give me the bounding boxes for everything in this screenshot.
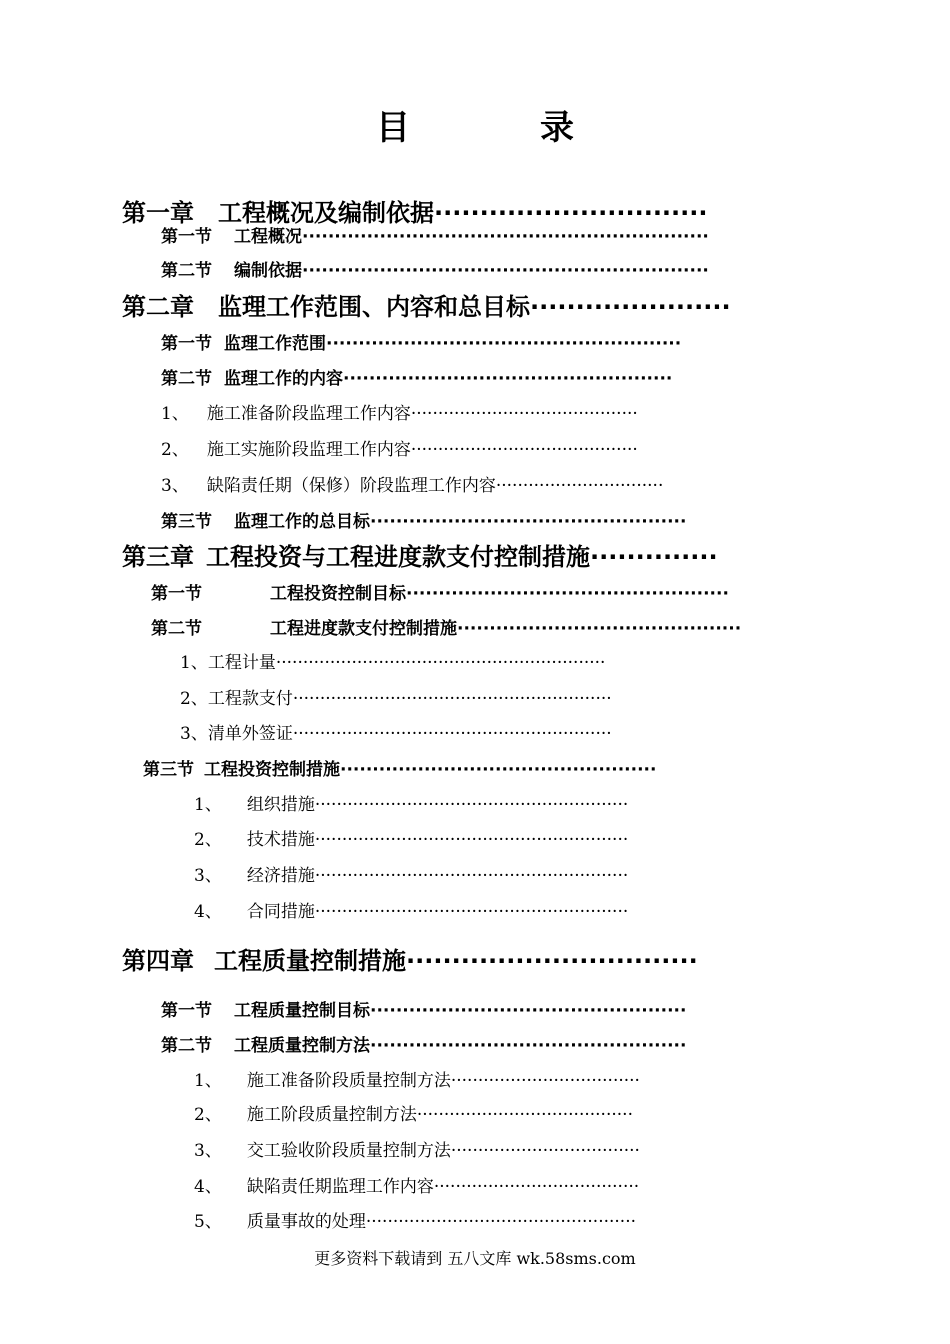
entry-dots: ··················································	[406, 584, 729, 604]
entry-dots: ··························································	[314, 866, 629, 886]
entry-text: 工程进度款支付控制措施	[270, 619, 457, 639]
entry-dots: ···················································	[343, 369, 673, 389]
toc-entry-item	[180, 719, 612, 744]
entry-number: 4、	[194, 1177, 222, 1197]
entry-dots: ········································	[416, 1105, 633, 1125]
entry-dots: ······························	[434, 199, 708, 227]
entry-text: 监理工作范围、内容和总目标	[218, 293, 530, 321]
entry-number: 1、	[180, 653, 208, 673]
entry-number: 第二节	[161, 261, 212, 281]
toc-entry-section	[143, 755, 656, 780]
entry-text: 工程款支付	[207, 689, 293, 709]
entry-dots: ·····························································	[275, 653, 606, 673]
entry-text: 工程投资与工程进度款支付控制措施	[206, 543, 590, 571]
entry-number: 2、	[194, 1105, 222, 1125]
entry-text: 工程概况	[234, 227, 302, 247]
toc-entry-item	[194, 897, 628, 922]
entry-text: 清单外签证	[207, 724, 293, 744]
toc-entry-section	[151, 614, 741, 639]
entry-number: 第一节	[151, 584, 202, 604]
entry-dots: ···························································	[292, 724, 612, 744]
entry-dots: ···································	[450, 1141, 640, 1161]
toc-entry-item	[194, 790, 628, 815]
entry-dots: ·······························································	[302, 227, 709, 247]
toc-entry-section	[161, 1031, 686, 1056]
entry-dots: ··········································	[410, 440, 638, 460]
toc-entry-item	[180, 684, 612, 709]
toc-entry-item	[194, 1172, 639, 1197]
toc-entry-chapter	[122, 537, 718, 572]
entry-number: 2、	[161, 440, 189, 460]
toc-entry-section	[161, 364, 672, 389]
entry-number: 第一章	[122, 199, 194, 227]
entry-text: 工程投资控制措施	[204, 760, 340, 780]
entry-number: 第二节	[151, 619, 202, 639]
entry-text: 合同措施	[246, 902, 315, 922]
toc-entry-item	[194, 1207, 636, 1232]
entry-number: 第一节	[161, 1001, 212, 1021]
entry-dots: ··························································	[314, 902, 629, 922]
entry-text: 工程质量控制措施	[214, 947, 406, 975]
toc-entry-section	[161, 222, 709, 247]
entry-dots: ···························································	[292, 689, 612, 709]
entry-number: 第一节	[161, 227, 212, 247]
entry-number: 3、	[161, 476, 189, 496]
entry-text: 组织措施	[246, 795, 315, 815]
toc-title: 目 录	[376, 108, 622, 148]
toc-entry-item	[194, 1100, 633, 1125]
entry-number: 第三章	[122, 543, 194, 571]
entry-number: 第三节	[143, 760, 194, 780]
entry-number: 2、	[180, 689, 208, 709]
toc-entry-section	[161, 996, 686, 1021]
entry-number: 第四章	[122, 947, 194, 975]
entry-number: 5、	[194, 1212, 222, 1232]
entry-dots: ································	[406, 947, 698, 975]
toc-entry-item	[161, 471, 663, 496]
entry-text: 质量事故的处理	[246, 1212, 366, 1232]
entry-text: 监理工作的内容	[224, 369, 343, 389]
entry-dots: ······································	[433, 1177, 640, 1197]
entry-text: 工程计量	[207, 653, 276, 673]
entry-number: 第二章	[122, 293, 194, 321]
entry-text: 施工阶段质量控制方法	[246, 1105, 417, 1125]
entry-number: 3、	[194, 866, 222, 886]
toc-entry-chapter	[122, 287, 731, 322]
entry-dots: ············································	[457, 619, 742, 639]
entry-number: 3、	[180, 724, 208, 744]
entry-text: 工程概况及编制依据	[218, 199, 434, 227]
entry-text: 施工准备阶段监理工作内容	[206, 404, 411, 424]
entry-text: 技术措施	[246, 830, 315, 850]
entry-number: 4、	[194, 902, 222, 922]
entry-text: 工程质量控制目标	[234, 1001, 370, 1021]
entry-text: 工程质量控制方法	[234, 1036, 370, 1056]
entry-dots: ·······························································	[302, 261, 709, 281]
toc-entry-section	[161, 507, 686, 532]
entry-dots: ··············	[590, 543, 718, 571]
entry-number: 第一节	[161, 334, 212, 354]
toc-entry-chapter	[122, 941, 698, 976]
entry-dots: ·················································	[370, 1001, 687, 1021]
entry-dots: ··········································	[410, 404, 638, 424]
entry-dots: ··················································	[365, 1212, 637, 1232]
entry-text: 施工准备阶段质量控制方法	[246, 1071, 451, 1091]
entry-number: 1、	[161, 404, 189, 424]
entry-number: 1、	[194, 1071, 222, 1091]
entry-text: 缺陷责任期（保修）阶段监理工作内容	[206, 476, 496, 496]
entry-number: 3、	[194, 1141, 222, 1161]
entry-dots: ·················································	[370, 1036, 687, 1056]
toc-entry-item	[194, 1136, 640, 1161]
entry-number: 第二节	[161, 369, 212, 389]
entry-text: 监理工作范围	[224, 334, 326, 354]
entry-dots: ·················································	[370, 512, 687, 532]
toc-entry-item	[180, 648, 605, 673]
page-footer: 更多资料下载请到 五八文库 wk.58sms.com	[314, 1249, 636, 1268]
entry-dots: ···································	[450, 1071, 640, 1091]
entry-number: 2、	[194, 830, 222, 850]
entry-dots: ··························································	[314, 795, 629, 815]
toc-entry-item	[194, 1066, 640, 1091]
toc-entry-section	[151, 579, 729, 604]
entry-text: 监理工作的总目标	[234, 512, 370, 532]
entry-dots: ·······················································	[326, 334, 682, 354]
entry-dots: ·······························	[495, 476, 664, 496]
entry-text: 经济措施	[246, 866, 315, 886]
entry-text: 交工验收阶段质量控制方法	[246, 1141, 451, 1161]
toc-entry-section	[161, 329, 681, 354]
entry-text: 缺陷责任期监理工作内容	[246, 1177, 434, 1197]
entry-text: 工程投资控制目标	[270, 584, 406, 604]
entry-dots: ·················································	[340, 760, 657, 780]
toc-entry-item	[194, 861, 628, 886]
entry-dots: ··························································	[314, 830, 629, 850]
toc-entry-item	[194, 825, 628, 850]
entry-number: 1、	[194, 795, 222, 815]
entry-number: 第三节	[161, 512, 212, 532]
entry-dots: ······················	[530, 293, 731, 321]
toc-entry-item	[161, 399, 638, 424]
entry-number: 第二节	[161, 1036, 212, 1056]
entry-text: 施工实施阶段监理工作内容	[206, 440, 411, 460]
entry-text: 编制依据	[234, 261, 302, 281]
toc-entry-item	[161, 435, 638, 460]
toc-entry-section	[161, 256, 709, 281]
